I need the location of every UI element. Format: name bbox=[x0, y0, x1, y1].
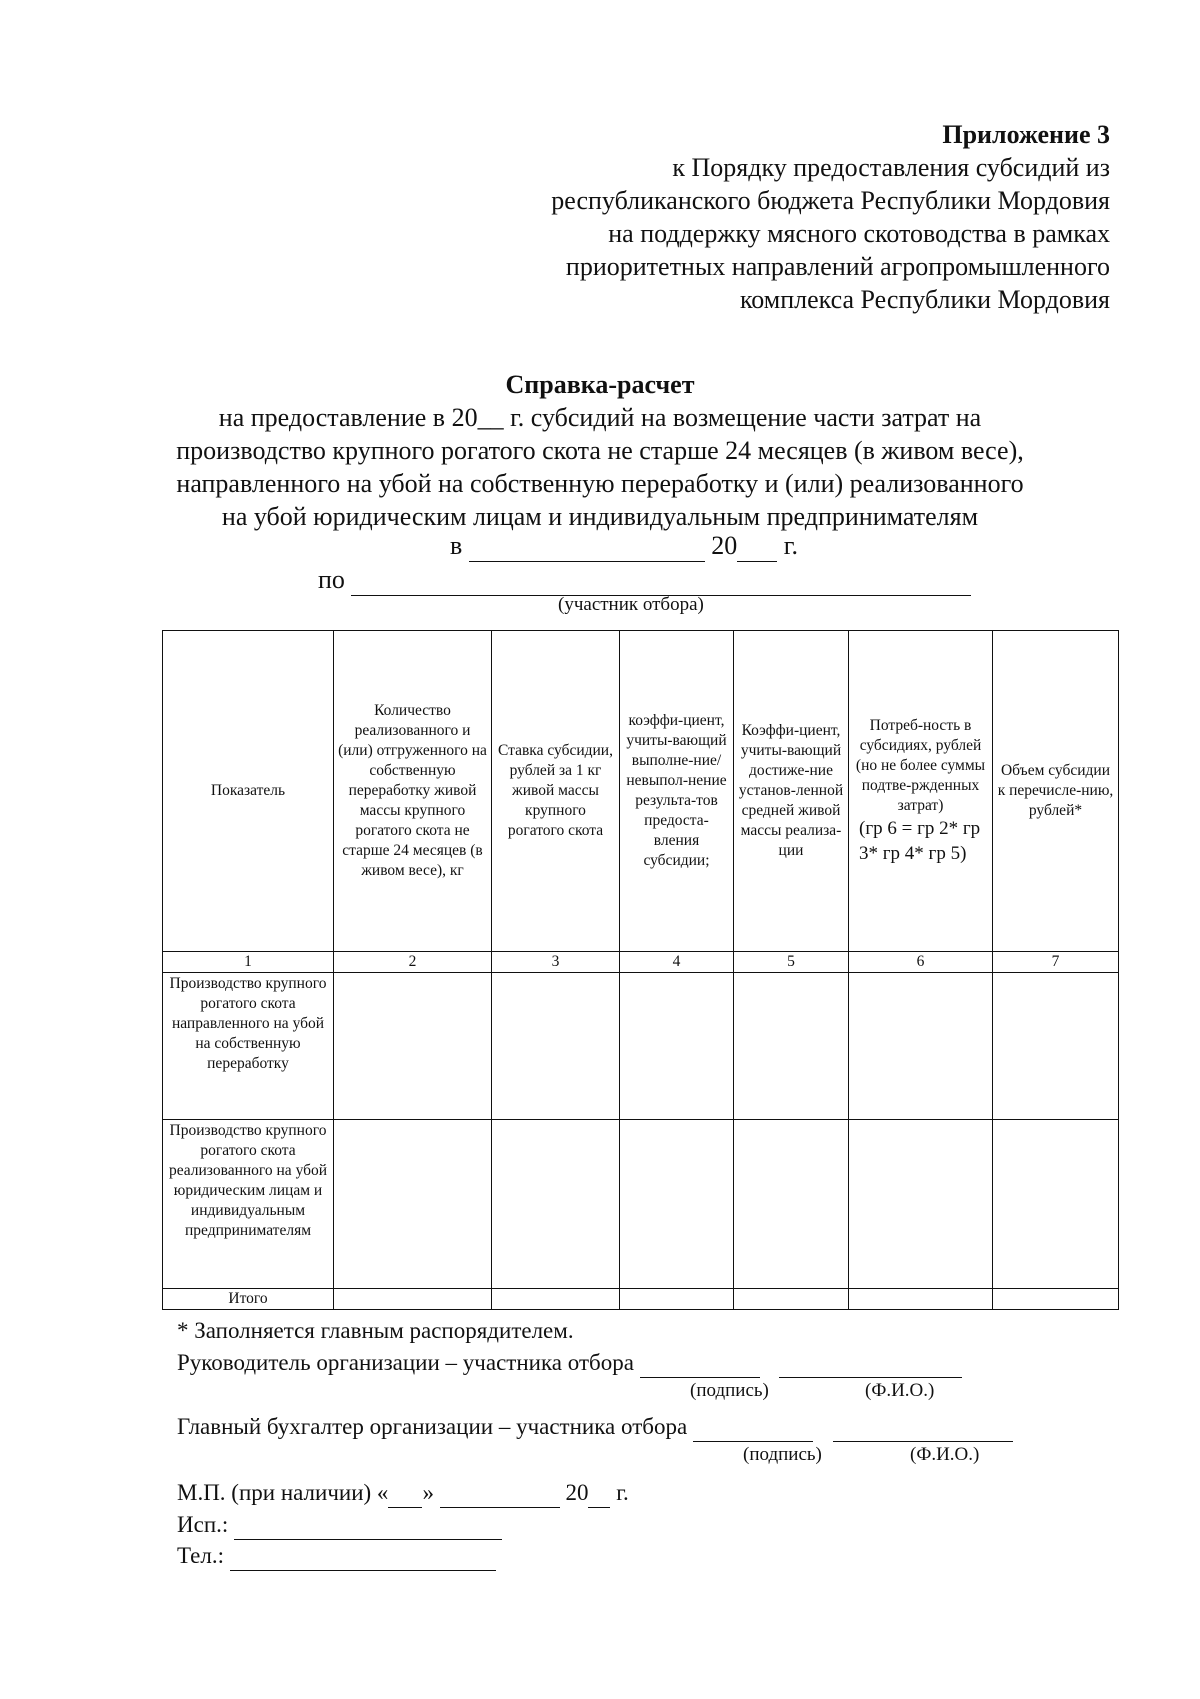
total-row bbox=[163, 1289, 1119, 1310]
stamp-prefix: М.П. (при наличии) « bbox=[177, 1480, 389, 1505]
data-cell[interactable] bbox=[620, 1289, 734, 1310]
title-line: направленного на убой на собственную переработку и (или) реализованного bbox=[176, 469, 1024, 498]
accountant-signature-line bbox=[177, 1413, 1013, 1442]
column-number: 4 bbox=[620, 952, 734, 973]
data-cell[interactable] bbox=[620, 1120, 734, 1289]
phone-blank[interactable] bbox=[230, 1542, 496, 1571]
executor-line bbox=[177, 1511, 502, 1540]
column-number: 2 bbox=[334, 952, 492, 973]
phone-line bbox=[177, 1542, 496, 1571]
header-cell: Количество реализованного и (или) отгруженного на собственную переработку живой массы крупного рогатого скота не старше 24 месяцев (в живом весе), кг bbox=[334, 631, 492, 952]
header-cell-text: Потреб-ность в субсидиях, рублей (но не более суммы подтве-ржденных затрат) bbox=[855, 717, 986, 814]
accountant-signature-caption: (подпись) bbox=[743, 1444, 822, 1465]
calculation-table bbox=[162, 630, 1119, 1310]
participant-prefix: по bbox=[318, 565, 345, 594]
data-cell[interactable] bbox=[993, 973, 1119, 1120]
head-label: Руководитель организации – участника отбора bbox=[177, 1350, 634, 1375]
header-cell: Объем субсидии к перечисле-нию, рублей* bbox=[993, 631, 1119, 952]
accountant-name-caption: (Ф.И.О.) bbox=[910, 1444, 980, 1465]
head-signature-caption: (подпись) bbox=[690, 1380, 769, 1401]
executor-label: Исп.: bbox=[177, 1512, 229, 1537]
data-cell[interactable] bbox=[993, 1289, 1119, 1310]
stamp-day-blank[interactable] bbox=[388, 1479, 422, 1508]
appendix-line: приоритетных направлений агропромышленного bbox=[565, 252, 1110, 281]
participant-caption: (участник отбора) bbox=[558, 594, 704, 615]
phone-label: Тел.: bbox=[177, 1543, 224, 1568]
executor-blank[interactable] bbox=[234, 1511, 502, 1540]
data-cell[interactable] bbox=[334, 1120, 492, 1289]
data-cell[interactable] bbox=[849, 1120, 993, 1289]
data-cell[interactable] bbox=[334, 1289, 492, 1310]
table-header-row bbox=[163, 631, 1119, 952]
appendix-line: к Порядку предоставления субсидий из bbox=[672, 153, 1110, 182]
data-cell[interactable] bbox=[492, 1120, 620, 1289]
data-cell[interactable] bbox=[492, 1289, 620, 1310]
title-line: производство крупного рогатого скота не старше 24 месяцев (в живом весе), bbox=[176, 436, 1024, 465]
data-cell[interactable] bbox=[620, 973, 734, 1120]
title-line: на предоставление в 20__ г. субсидий на возмещение части затрат на bbox=[218, 403, 982, 432]
column-number: 5 bbox=[734, 952, 849, 973]
appendix-header bbox=[430, 118, 1110, 316]
stamp-date-line bbox=[177, 1479, 629, 1508]
data-cell[interactable] bbox=[849, 1289, 993, 1310]
column-number: 7 bbox=[993, 952, 1119, 973]
row-label: Производство крупного рогатого скота реализованного на убой юридическим лицам и индивидуальным предпринимателям bbox=[163, 1120, 334, 1289]
document-title-block bbox=[150, 368, 1050, 533]
period-year-blank[interactable] bbox=[737, 531, 777, 562]
table-row bbox=[163, 1120, 1119, 1289]
participant-blank[interactable] bbox=[351, 565, 971, 596]
period-suffix: г. bbox=[783, 531, 799, 560]
accountant-name-blank[interactable] bbox=[833, 1413, 1013, 1442]
document-title: Справка-расчет bbox=[505, 370, 695, 399]
head-signature-blank[interactable] bbox=[640, 1349, 760, 1378]
appendix-line: комплекса Республики Мордовия bbox=[739, 285, 1110, 314]
title-line: на убой юридическим лицам и индивидуальным предпринимателям bbox=[221, 502, 979, 531]
header-cell: коэффи-циент, учиты-вающий выполне-ние/ невыпол-нение результа-тов предоста-вления субсидии; bbox=[620, 631, 734, 952]
column-number: 3 bbox=[492, 952, 620, 973]
accountant-signature-blank[interactable] bbox=[693, 1413, 813, 1442]
table-row bbox=[163, 973, 1119, 1120]
stamp-year-blank[interactable] bbox=[588, 1479, 610, 1508]
stamp-quote-close: » bbox=[422, 1480, 434, 1505]
footnote: * Заполняется главным распорядителем. bbox=[177, 1318, 574, 1343]
header-cell: Показатель bbox=[163, 631, 334, 952]
row-label: Производство крупного рогатого скота направленного на убой на собственную переработку bbox=[163, 973, 334, 1120]
data-cell[interactable] bbox=[993, 1120, 1119, 1289]
column-number: 1 bbox=[163, 952, 334, 973]
header-cell-need bbox=[849, 631, 993, 952]
period-month-blank[interactable] bbox=[469, 531, 705, 562]
participant-line bbox=[318, 565, 971, 596]
column-number-row bbox=[163, 952, 1119, 973]
header-cell: Коэффи-циент, учиты-вающий достиже-ние установ-ленной средней живой массы реализа-ции bbox=[734, 631, 849, 952]
stamp-year: 20 bbox=[565, 1480, 589, 1505]
column-number: 6 bbox=[849, 952, 993, 973]
data-cell[interactable] bbox=[734, 973, 849, 1120]
header-formula: (гр 6 = гр 2* гр 3* гр 4* гр 5) bbox=[859, 818, 981, 864]
data-cell[interactable] bbox=[492, 973, 620, 1120]
data-cell[interactable] bbox=[334, 973, 492, 1120]
data-cell[interactable] bbox=[734, 1289, 849, 1310]
stamp-suffix: г. bbox=[616, 1480, 629, 1505]
appendix-heading: Приложение 3 bbox=[942, 120, 1110, 149]
period-line bbox=[450, 531, 798, 562]
head-signature-line bbox=[177, 1349, 962, 1378]
head-name-caption: (Ф.И.О.) bbox=[865, 1380, 935, 1401]
header-cell: Ставка субсидии, рублей за 1 кг живой массы крупного рогатого скота bbox=[492, 631, 620, 952]
stamp-month-blank[interactable] bbox=[440, 1479, 560, 1508]
accountant-label: Главный бухгалтер организации – участника отбора bbox=[177, 1414, 688, 1439]
total-label: Итого bbox=[163, 1289, 334, 1310]
period-prefix: в bbox=[450, 531, 463, 560]
head-name-blank[interactable] bbox=[779, 1349, 962, 1378]
period-year: 20 bbox=[711, 531, 738, 560]
data-cell[interactable] bbox=[734, 1120, 849, 1289]
appendix-line: на поддержку мясного скотоводства в рамках bbox=[608, 219, 1110, 248]
appendix-line: республиканского бюджета Республики Мордовия bbox=[551, 186, 1110, 215]
data-cell[interactable] bbox=[849, 973, 993, 1120]
